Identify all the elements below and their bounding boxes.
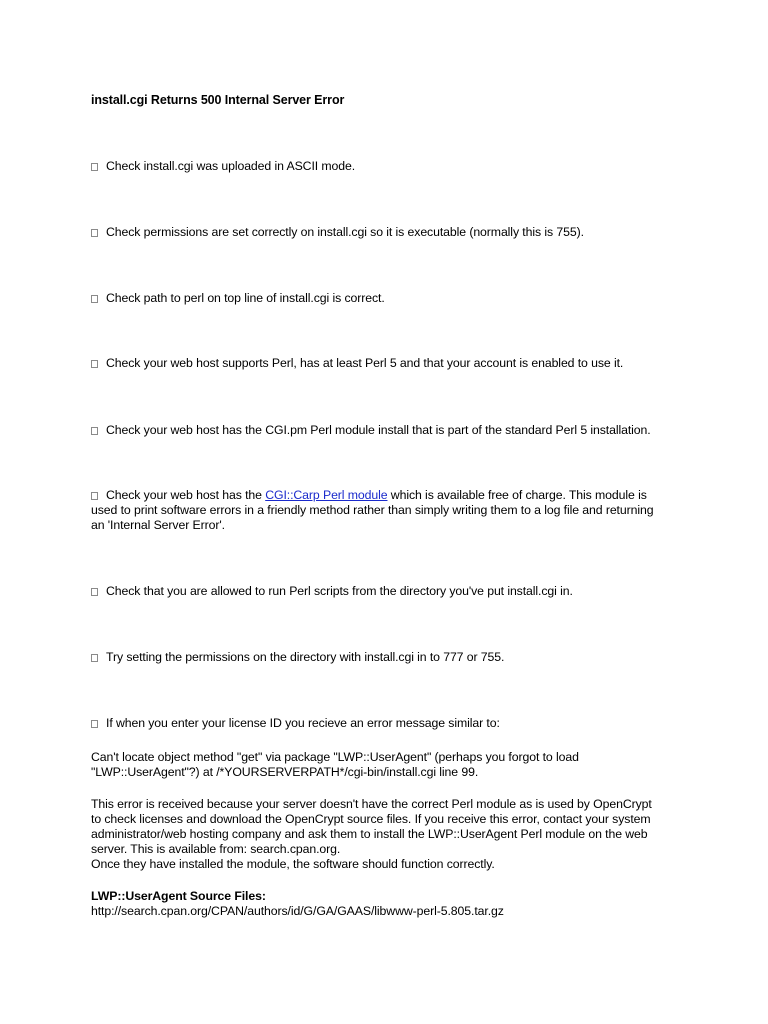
checklist-item	[91, 650, 691, 665]
checkbox-glyph-icon	[91, 427, 98, 435]
checkbox-glyph-icon	[91, 295, 98, 303]
checklist-item	[91, 356, 691, 371]
explanation-line: Once they have installed the module, the software should function correctly.	[91, 857, 495, 871]
checklist-item-text: Check that you are allowed to run Perl scripts from the directory you've put install.cgi in.	[106, 584, 573, 598]
checklist-item-text: Check path to perl on top line of install.cgi is correct.	[106, 291, 385, 305]
explanation-line: server. This is available from: search.cpan.org.	[91, 842, 341, 856]
checkbox-glyph-icon	[91, 163, 98, 171]
checklist-item	[91, 225, 691, 240]
checklist-item-text: Check permissions are set correctly on install.cgi so it is executable (normally this is 755).	[106, 225, 584, 239]
explanation-line: This error is received because your server doesn't have the correct Perl module as is used by OpenCrypt	[91, 797, 652, 811]
checklist-item-text: If when you enter your license ID you recieve an error message similar to:	[106, 716, 500, 730]
checkbox-glyph-icon	[91, 720, 98, 728]
error-message-block	[91, 750, 691, 780]
source-files-block	[91, 889, 691, 919]
checklist-item	[91, 716, 691, 731]
checklist-item-text: Try setting the permissions on the directory with install.cgi in to 777 or 755.	[106, 650, 505, 664]
checkbox-glyph-icon	[91, 492, 98, 500]
cgi-carp-module-link[interactable]: CGI::Carp Perl module	[265, 488, 388, 502]
explanation-block	[91, 797, 691, 872]
checkbox-glyph-icon	[91, 654, 98, 662]
carp-line-2: used to print software errors in a friendly method rather than simply writing them to a log file and returning	[91, 503, 654, 517]
checklist-item-carp	[91, 488, 691, 533]
carp-line-3: an 'Internal Server Error'.	[91, 518, 225, 532]
carp-line-1	[91, 488, 691, 503]
checklist-item-text: Check your web host supports Perl, has at least Perl 5 and that your account is enabled to use it.	[106, 356, 624, 370]
checklist-item-text: Check your web host has the CGI.pm Perl module install that is part of the standard Perl 5 installation.	[106, 423, 651, 437]
checklist-item-text: Check install.cgi was uploaded in ASCII mode.	[106, 159, 356, 173]
explanation-line: administrator/web hosting company and ask them to install the LWP::UserAgent Perl module on the web	[91, 827, 648, 841]
source-files-url: http://search.cpan.org/CPAN/authors/id/G/GA/GAAS/libwww-perl-5.805.tar.gz	[91, 904, 504, 918]
checklist-item	[91, 584, 691, 599]
source-files-heading: LWP::UserAgent Source Files:	[91, 889, 266, 903]
carp-suffix: which is available free of charge. This module is	[387, 488, 647, 502]
checklist-item	[91, 423, 691, 438]
document-title: install.cgi Returns 500 Internal Server Error	[91, 93, 345, 107]
explanation-line: to check licenses and download the OpenCrypt source files. If you receive this error, contact your system	[91, 812, 651, 826]
checklist-item	[91, 159, 691, 174]
carp-prefix: Check your web host has the	[106, 488, 266, 502]
checklist-item	[91, 291, 691, 306]
error-message-line: "LWP::UserAgent"?) at /*YOURSERVERPATH*/cgi-bin/install.cgi line 99.	[91, 765, 479, 779]
error-message-line: Can't locate object method "get" via package "LWP::UserAgent" (perhaps you forgot to load	[91, 750, 579, 764]
checkbox-glyph-icon	[91, 229, 98, 237]
checkbox-glyph-icon	[91, 360, 98, 368]
checkbox-glyph-icon	[91, 588, 98, 596]
